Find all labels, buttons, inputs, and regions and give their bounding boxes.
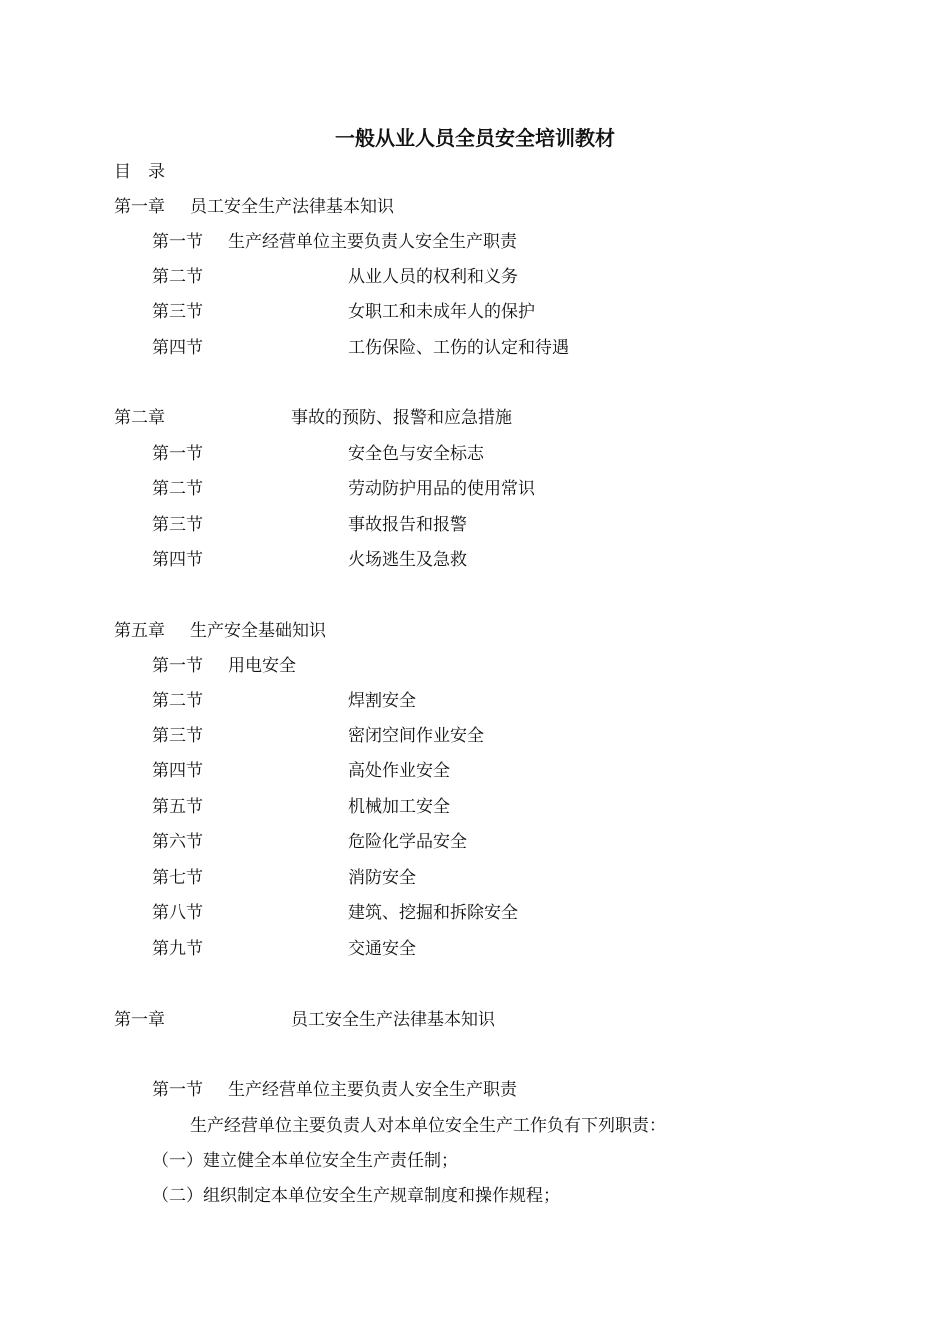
toc-entry-label: 第四节 <box>152 550 203 570</box>
toc-entry-label: 第二章 <box>114 408 165 428</box>
toc-entry-text: 生产安全基础知识 <box>190 621 326 641</box>
toc-entry-label: 第一节 <box>152 232 203 252</box>
section-title: 生产经营单位主要负责人安全生产职责 <box>228 1080 517 1100</box>
toc-entry-text: 事故的预防、报警和应急措施 <box>291 408 512 428</box>
toc-entry-label: 第六节 <box>152 832 203 852</box>
toc-entry-text: 机械加工安全 <box>348 797 450 817</box>
toc-entry-text: 危险化学品安全 <box>348 832 467 852</box>
chapter-label: 第一章 <box>114 1010 165 1030</box>
toc-entry-label: 第三节 <box>152 515 203 535</box>
toc-entry-text: 员工安全生产法律基本知识 <box>190 197 394 217</box>
toc-entry-text: 火场逃生及急救 <box>348 550 467 570</box>
toc-entry-label: 第一章 <box>114 197 165 217</box>
toc-entry-text: 建筑、挖掘和拆除安全 <box>348 903 518 923</box>
toc-entry-label: 第九节 <box>152 939 203 959</box>
toc-entry-text: 消防安全 <box>348 868 416 888</box>
toc-entry-label: 第二节 <box>152 267 203 287</box>
toc-entry-text: 密闭空间作业安全 <box>348 726 484 746</box>
toc-entry-text: 女职工和未成年人的保护 <box>348 302 535 322</box>
section-label: 第一节 <box>152 1080 203 1100</box>
body-paragraph: 生产经营单位主要负责人对本单位安全生产工作负有下列职责： <box>190 1116 666 1136</box>
toc-heading: 目 录 <box>114 162 165 182</box>
toc-entry-text: 交通安全 <box>348 939 416 959</box>
toc-entry-text: 高处作业安全 <box>348 761 450 781</box>
toc-entry-text: 安全色与安全标志 <box>348 444 484 464</box>
toc-entry-label: 第五节 <box>152 797 203 817</box>
toc-entry-text: 生产经营单位主要负责人安全生产职责 <box>228 232 517 252</box>
list-item: （一）建立健全本单位安全生产责任制； <box>152 1151 458 1171</box>
toc-entry-label: 第三节 <box>152 302 203 322</box>
toc-entry-label: 第二节 <box>152 691 203 711</box>
chapter-title: 员工安全生产法律基本知识 <box>291 1010 495 1030</box>
toc-entry-label: 第一节 <box>152 656 203 676</box>
toc-entry-text: 用电安全 <box>228 656 296 676</box>
toc-entry-label: 第二节 <box>152 479 203 499</box>
toc-entry-label: 第八节 <box>152 903 203 923</box>
toc-entry-text: 劳动防护用品的使用常识 <box>348 479 535 499</box>
toc-entry-text: 事故报告和报警 <box>348 515 467 535</box>
toc-entry-label: 第四节 <box>152 338 203 358</box>
toc-entry-label: 第五章 <box>114 621 165 641</box>
toc-entry-label: 第三节 <box>152 726 203 746</box>
toc-entry-text: 工伤保险、工伤的认定和待遇 <box>348 338 569 358</box>
toc-entry-label: 第四节 <box>152 761 203 781</box>
toc-entry-text: 从业人员的权利和义务 <box>348 267 518 287</box>
toc-entry-text: 焊割安全 <box>348 691 416 711</box>
toc-entry-label: 第一节 <box>152 444 203 464</box>
list-item: （二）组织制定本单位安全生产规章制度和操作规程； <box>152 1186 560 1206</box>
toc-entry-label: 第七节 <box>152 868 203 888</box>
document-title: 一般从业人员全员安全培训教材 <box>335 126 615 150</box>
